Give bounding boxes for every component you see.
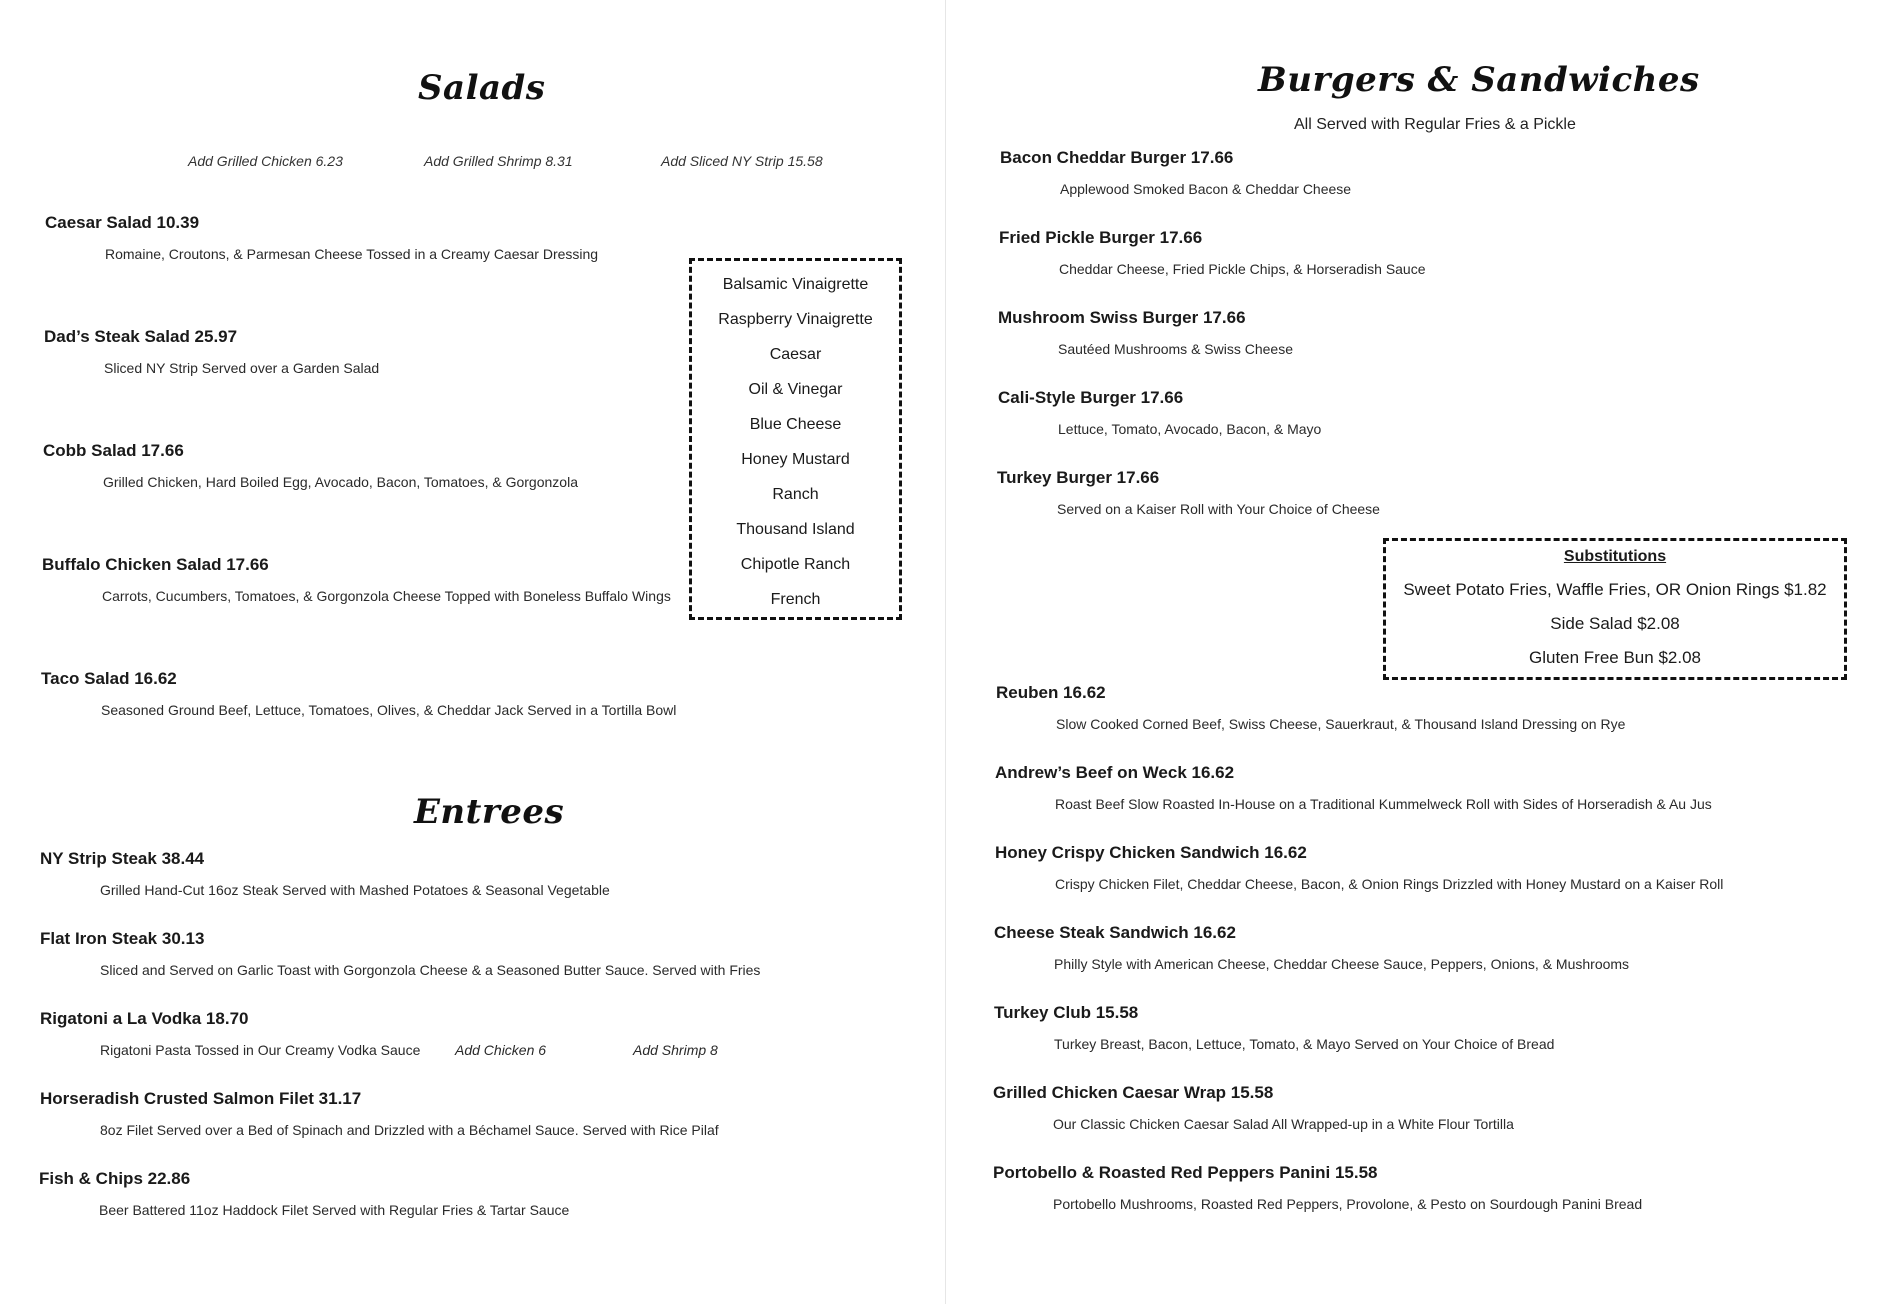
menu-item-description: Philly Style with American Cheese, Cheddar Cheese Sauce, Peppers, Onions, & Mushrooms xyxy=(1054,956,1630,972)
menu-item-flat-iron-steak xyxy=(40,929,760,978)
addon-shrimp: Add Shrimp 8 xyxy=(633,1042,718,1058)
menu-item-fish-and-chips xyxy=(39,1169,569,1218)
menu-item-description: Grilled Hand-Cut 16oz Steak Served with Mashed Potatoes & Seasonal Vegetable xyxy=(100,882,610,898)
menu-item-description: Our Classic Chicken Caesar Salad All Wrapped-up in a White Flour Tortilla xyxy=(1053,1116,1514,1132)
menu-item-name: Dad’s Steak Salad 25.97 xyxy=(44,327,238,346)
menu-item-horseradish-salmon xyxy=(40,1089,719,1138)
substitution-option: Side Salad $2.08 xyxy=(1550,614,1680,633)
menu-item-name: Mushroom Swiss Burger 17.66 xyxy=(998,308,1246,327)
menu-item-name: Fried Pickle Burger 17.66 xyxy=(999,228,1203,247)
dressing-option: Blue Cheese xyxy=(749,416,842,433)
menu-item-cobb-salad xyxy=(43,441,578,490)
menu-item-description: Portobello Mushrooms, Roasted Red Peppers, Provolone, & Pesto on Sourdough Panini Bread xyxy=(1053,1196,1643,1212)
menu-item-name: Portobello & Roasted Red Peppers Panini 15.58 xyxy=(993,1163,1378,1182)
substitutions-box xyxy=(1383,538,1847,680)
menu-item-cheese-steak xyxy=(994,923,1629,972)
dressing-option: Raspberry Vinaigrette xyxy=(718,311,873,328)
menu-item-name: Andrew’s Beef on Weck 16.62 xyxy=(995,763,1235,782)
addon-grilled-shrimp: Add Grilled Shrimp 8.31 xyxy=(424,153,573,169)
menu-item-name: Rigatoni a La Vodka 18.70 xyxy=(40,1009,249,1028)
menu-item-name: Buffalo Chicken Salad 17.66 xyxy=(42,555,269,574)
burgers-sandwiches-heading: Burgers & Sandwiches xyxy=(1258,60,1700,100)
menu-item-description: Turkey Breast, Bacon, Lettuce, Tomato, & Mayo Served on Your Choice of Bread xyxy=(1054,1036,1555,1052)
dressing-option: Caesar xyxy=(769,346,822,363)
menu-item-caesar-salad xyxy=(45,213,598,262)
menu-item-chicken-caesar-wrap xyxy=(993,1083,1514,1132)
substitution-option: Gluten Free Bun $2.08 xyxy=(1528,648,1701,667)
menu-item-description: Cheddar Cheese, Fried Pickle Chips, & Horseradish Sauce xyxy=(1059,261,1426,277)
menu-item-description: Lettuce, Tomato, Avocado, Bacon, & Mayo xyxy=(1058,421,1322,437)
menu-item-name: Horseradish Crusted Salmon Filet 31.17 xyxy=(40,1089,362,1108)
dressing-option: Honey Mustard xyxy=(741,451,850,468)
substitutions-title: Substitutions xyxy=(1563,548,1667,565)
menu-item-rigatoni-a-la-vodka xyxy=(40,1009,718,1058)
dressing-option: Oil & Vinegar xyxy=(748,381,843,398)
menu-item-bacon-cheddar-burger xyxy=(1000,148,1351,197)
dressing-option: French xyxy=(770,591,821,608)
menu-item-description: Carrots, Cucumbers, Tomatoes, & Gorgonzola Cheese Topped with Boneless Buffalo Wings xyxy=(102,588,671,604)
menu-item-name: Cheese Steak Sandwich 16.62 xyxy=(994,923,1236,942)
dressing-option: Ranch xyxy=(772,486,819,503)
menu-item-portobello-panini xyxy=(993,1163,1642,1212)
menu-item-description-text: Rigatoni Pasta Tossed in Our Creamy Vodka Sauce xyxy=(100,1042,421,1058)
menu-item-description: Served on a Kaiser Roll with Your Choice of Cheese xyxy=(1057,501,1380,517)
menu-item-name: Reuben 16.62 xyxy=(996,683,1106,702)
menu-item-name: Flat Iron Steak 30.13 xyxy=(40,929,205,948)
menu-item-name: Fish & Chips 22.86 xyxy=(39,1169,191,1188)
menu-item-name: Turkey Club 15.58 xyxy=(994,1003,1139,1022)
menu-item-mushroom-swiss-burger xyxy=(998,308,1293,357)
entrees-heading: Entrees xyxy=(414,792,565,832)
menu-item-description: Roast Beef Slow Roasted In-House on a Traditional Kummelweck Roll with Sides of Horseradish & Au Jus xyxy=(1055,796,1712,812)
menu-item-turkey-burger xyxy=(997,468,1380,517)
menu-item-description: 8oz Filet Served over a Bed of Spinach and Drizzled with a Béchamel Sauce. Served with Rice Pilaf xyxy=(100,1122,719,1138)
substitution-option: Sweet Potato Fries, Waffle Fries, OR Onion Rings $1.82 xyxy=(1403,580,1827,599)
menu-item-name: NY Strip Steak 38.44 xyxy=(40,849,205,868)
menu-item-description: Sliced and Served on Garlic Toast with Gorgonzola Cheese & a Seasoned Butter Sauce. Served with Fries xyxy=(100,962,761,978)
menu-item-description: Beer Battered 11oz Haddock Filet Served with Regular Fries & Tartar Sauce xyxy=(99,1202,570,1218)
menu-item-beef-on-weck xyxy=(995,763,1712,812)
menu-item-fried-pickle-burger xyxy=(999,228,1426,277)
dressing-option: Thousand Island xyxy=(736,521,855,538)
menu-item-buffalo-chicken-salad xyxy=(42,555,671,604)
menu-item-description: Seasoned Ground Beef, Lettuce, Tomatoes, Olives, & Cheddar Jack Served in a Tortilla Bowl xyxy=(101,702,677,718)
menu-item-name: Turkey Burger 17.66 xyxy=(997,468,1160,487)
menu-item-description: Romaine, Croutons, & Parmesan Cheese Tossed in a Creamy Caesar Dressing xyxy=(105,246,599,262)
dressings-box xyxy=(689,258,902,620)
menu-item-description: Slow Cooked Corned Beef, Swiss Cheese, Sauerkraut, & Thousand Island Dressing on Rye xyxy=(1056,716,1626,732)
addon-chicken: Add Chicken 6 xyxy=(455,1042,547,1058)
menu-item-name: Taco Salad 16.62 xyxy=(41,669,177,688)
dressing-option: Chipotle Ranch xyxy=(740,556,851,573)
menu-item-description: Crispy Chicken Filet, Cheddar Cheese, Bacon, & Onion Rings Drizzled with Honey Mustard on a Kaiser Roll xyxy=(1055,876,1724,892)
menu-item-description: Applewood Smoked Bacon & Cheddar Cheese xyxy=(1060,181,1352,197)
menu-item-name: Cali-Style Burger 17.66 xyxy=(998,388,1184,407)
menu-item-ny-strip-steak xyxy=(40,849,610,898)
menu-item-name: Honey Crispy Chicken Sandwich 16.62 xyxy=(995,843,1307,862)
menu-item-dads-steak-salad xyxy=(44,327,379,376)
menu-item-name: Caesar Salad 10.39 xyxy=(45,213,200,232)
menu-item-reuben xyxy=(996,683,1625,732)
menu-item-description: Grilled Chicken, Hard Boiled Egg, Avocado, Bacon, Tomatoes, & Gorgonzola xyxy=(103,474,578,490)
menu-item-description xyxy=(100,1042,718,1058)
menu-item-name: Grilled Chicken Caesar Wrap 15.58 xyxy=(993,1083,1274,1102)
menu-item-description: Sautéed Mushrooms & Swiss Cheese xyxy=(1058,341,1293,357)
menu-item-description: Sliced NY Strip Served over a Garden Salad xyxy=(104,360,380,376)
menu-item-honey-crispy-chicken xyxy=(995,843,1723,892)
dressing-option: Balsamic Vinaigrette xyxy=(722,276,869,293)
menu-item-cali-style-burger xyxy=(998,388,1321,437)
menu-item-turkey-club xyxy=(994,1003,1554,1052)
addon-sliced-ny-strip: Add Sliced NY Strip 15.58 xyxy=(661,153,823,169)
menu-item-taco-salad xyxy=(41,669,676,718)
burgers-subheading: All Served with Regular Fries & a Pickle xyxy=(1294,116,1576,133)
salads-heading: Salads xyxy=(418,68,546,108)
menu-item-name: Bacon Cheddar Burger 17.66 xyxy=(1000,148,1234,167)
addon-grilled-chicken: Add Grilled Chicken 6.23 xyxy=(188,153,343,169)
menu-item-name: Cobb Salad 17.66 xyxy=(43,441,184,460)
